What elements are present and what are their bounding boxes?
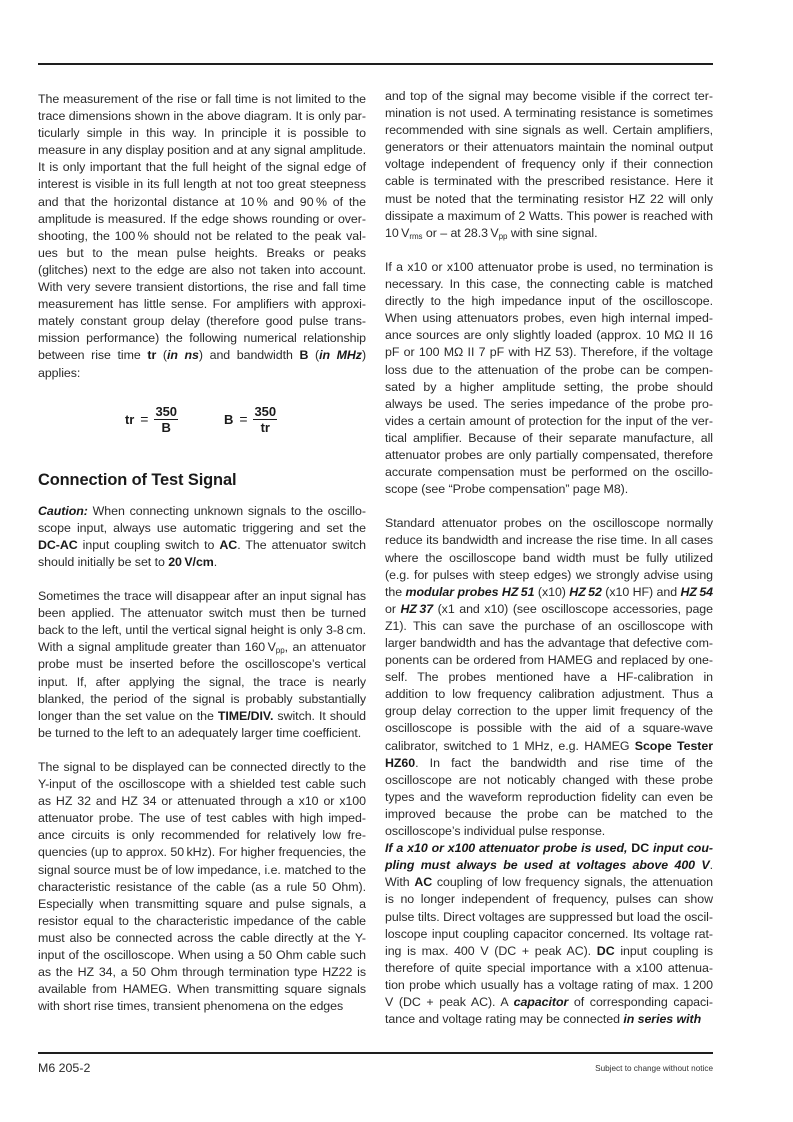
text-run: . With: [385, 858, 713, 890]
subscript: rms: [409, 231, 423, 241]
paragraph-signal-connection: The signal to be displayed can be connected directly to the Y-input of the oscilloscope with a shielded test cable such as HZ 32 and HZ 34 or attenuated through a x10 or x100 attenuator probe. The use of test cables with high impedance circuits is only recommended for relatively low frequencies (up to approx. 50 kHz). For higher frequencies, the signal source must be of low impedance, i.e. matched to the characteristic resistance of the cable (as a rule 50 Ohm). Especially when transmitting square and pulse signals, a resistor equal to the characteristic impedance of the cable must also be connected across the cable directly at the Y-input of the oscilloscope. When using a 50 Ohm cable such as the HZ 34, a 50 Ohm through termination type HZ22 is available from HAMEG. When transmitting square signals with short rise times, transient phenomena on the edges: [38, 760, 366, 1014]
text-run: . The attenuator switch should initially be set to: [38, 537, 366, 569]
unit-ns: in ns: [166, 348, 199, 363]
numerator: 350: [254, 403, 277, 419]
text-run: coupling of low frequency signals, the attenuation is no longer independent of frequency, pulses can show pulse tilts. Direct voltages are suppressed but load the oscilloscope input coupling capacitor concerned. Its voltage rating is max. 400 V (DC + peak AC).: [385, 875, 713, 958]
fraction: [253, 404, 277, 435]
subscript: pp: [498, 231, 508, 241]
text-run: (x10): [534, 584, 570, 599]
formula-bandwidth: [224, 404, 277, 435]
text-run: . In fact the bandwidth and rise time of the oscilloscope are not noticably changed with these probe types and the waveform reproduction fidelity can even be improved because the probe can be matched to the oscilloscope’s individual pulse response.: [385, 755, 713, 839]
text-run: input coupling is therefore of quite special importance with a x100 attenuation probe which usually has a voltage rating of max. 1 200 V (DC + peak AC). A: [385, 943, 713, 1009]
warning-text: If a x10 or x100 attenuator probe is used,: [385, 841, 628, 856]
text-run: Standard attenuator probes on the oscilloscope normally reduce its bandwidth and increase the rise time. In all cases where the oscilloscope band width must be fully utilized (e.g. for pulses with steep edges) we strongly advise using the: [385, 516, 713, 599]
control-time-div: TIME/DIV.: [217, 708, 274, 723]
control-dc-ac: DC-AC: [38, 537, 78, 552]
denominator: B: [161, 419, 171, 435]
paragraph-standard-probes: [385, 515, 713, 840]
product-hz60: Scope Tester HZ60: [385, 738, 713, 770]
setting-20v-cm: 20 V/cm: [168, 554, 214, 569]
fraction: [154, 404, 178, 435]
footer-notice: Subject to change without notice: [595, 1064, 713, 1073]
caution-label: Caution:: [38, 503, 88, 518]
paragraph-caution: [38, 503, 366, 571]
equals-sign: =: [239, 410, 248, 427]
term-dc: DC: [627, 841, 650, 856]
text-run: .: [213, 554, 218, 569]
setting-ac: AC: [219, 537, 238, 552]
text-run: The measurement of the rise or fall time is not limited to the trace dimensions shown in the above diagram. It is only particularly simple in this way. In principle it is possible to measure in any display position and at any signal amplitude. It is only important that the full height of the signal edge of interest is visible in its full length at not too great steepness and that the horizontal distance at 10 % and 90 % of the amplitude is measured. If the edge shows rounding or overshooting, the 100 % should not be related to the peak values but to the mean pulse heights. Breaks or peaks (glitches) next to the edge are also not taken into account. With very severe transient distortions, the rise and fall time measurement has little sense. For amplifiers with approximately constant group delay (therefore good pulse transmission performance) the following numerical relationship between rise time: [38, 92, 366, 363]
product-hz51: modular probes HZ 51: [405, 584, 535, 599]
term-in-series: in series with: [623, 1012, 702, 1027]
text-run: with sine signal.: [507, 225, 598, 240]
text-run: (x1 and x10) (see oscilloscope accessories, page Z1). This can save the purchase of an oscilloscope with larger bandwidth and has the advantage that defective components can be ordered from HAMEG and replaced by oneself. The probes mentioned have a HF-calibration in addition to low frequency calibration adjustment. Thus a group delay correction to the upper limit frequency of the oscilloscope is possible with the aid of a square-wave calibrator, switched to 1 MHz, e.g. HAMEG: [385, 601, 713, 753]
text-run: and top of the signal may become visible if the correct termination is not used. A terminating resistance is sometimes recommended with sine signals as well. Certain amplifiers, generators or their attenuators maintain the nominal output voltage independent of frequency only if their connection cable is terminated with the prescribed resistance. Here it must be noted that the terminating resistor HZ 22 will only dissipate a maximum of 2 Watts. This power is reached with 10 V: [385, 89, 713, 240]
term-tr: tr: [147, 348, 157, 363]
unit-mhz: in MHz: [319, 348, 362, 363]
denominator: tr: [260, 419, 270, 435]
text-run: ) and bandwidth: [198, 348, 300, 363]
right-column: [385, 88, 713, 1028]
product-hz54: HZ 54: [680, 584, 714, 599]
left-column: [38, 91, 366, 1015]
subscript: pp: [275, 646, 285, 656]
product-hz52: HZ 52: [569, 584, 602, 599]
formula-block: [38, 382, 366, 466]
text-run: Sometimes the trace will disappear after an input signal has been applied. The attenuator switch must then be turned back to the left, until the vertical signal height is only 3-8 cm. With a signal amplitude greater than 160 V: [38, 589, 366, 655]
formula-lhs: tr: [125, 411, 135, 427]
paragraph-termination: [385, 88, 713, 242]
warning-text: input coupling must always be used at voltages above 400 V: [385, 841, 713, 873]
text-run: of corresponding capacitance and voltage rating may be connected: [385, 994, 713, 1027]
text-run: (x10 HF) and: [601, 584, 681, 599]
text-run: input coupling switch to: [77, 537, 220, 552]
text-run: (: [308, 348, 320, 363]
text-run: , an attenuator probe must be inserted before the oscilloscope’s vertical input. If, after applying the signal, the trace is nearly blanked, the period of the signal is probably substantially longer than the set value on the: [38, 640, 366, 723]
text-run: When connecting unknown signals to the oscilloscope input, always use automatic triggering and set the: [38, 503, 366, 535]
paragraph-trace-disappear: [38, 588, 366, 742]
text-run: ) applies:: [38, 348, 367, 380]
text-run: or – at 28.3 V: [422, 225, 499, 240]
product-hz37: HZ 37: [400, 601, 434, 616]
footer-rule: [38, 1052, 713, 1054]
section-heading: Connection of Test Signal: [38, 470, 237, 489]
term-b: B: [299, 348, 309, 363]
text-run: switch. It should be turned to the left to an adequately larger time coefficient.: [38, 708, 367, 740]
formula-lhs: B: [224, 411, 234, 427]
formula-rise-time: [125, 404, 178, 435]
paragraph-attenuator-probe: If a x10 or x100 attenuator probe is used, no termination is necessary. In this case, the connecting cable is matched directly to the high impedance input of the oscilloscope. When using attenuators probes, even high internal impedance sources are only slightly loaded (approx. 10 MΩ II 16 pF or 100 MΩ II 7 pF with HZ 53). Therefore, if the voltage loss due to the attenuation of the probe can be compensated by a higher amplitude setting, the probe should always be used. The series impedance of the probe provides a certain amount of protection for the input of the vertical amplifier. Because of their separate manufacture, all attenuator probes are only partially compensated, therefore accurate compensation must be performed on the oscilloscope (see “Probe compensation” page M8).: [385, 259, 713, 497]
page-number: M6 205-2: [38, 1061, 91, 1075]
paragraph-rise-time: [38, 91, 366, 382]
header-rule: [38, 63, 713, 65]
equals-sign: =: [140, 410, 149, 427]
numerator: 350: [155, 403, 177, 419]
term-ac: AC: [414, 875, 433, 890]
term-dc: DC: [596, 943, 615, 958]
text-run: (: [156, 348, 167, 363]
paragraph-dc-coupling: [385, 840, 713, 1028]
text-run: or: [385, 601, 401, 616]
term-capacitor: capacitor: [513, 994, 569, 1009]
